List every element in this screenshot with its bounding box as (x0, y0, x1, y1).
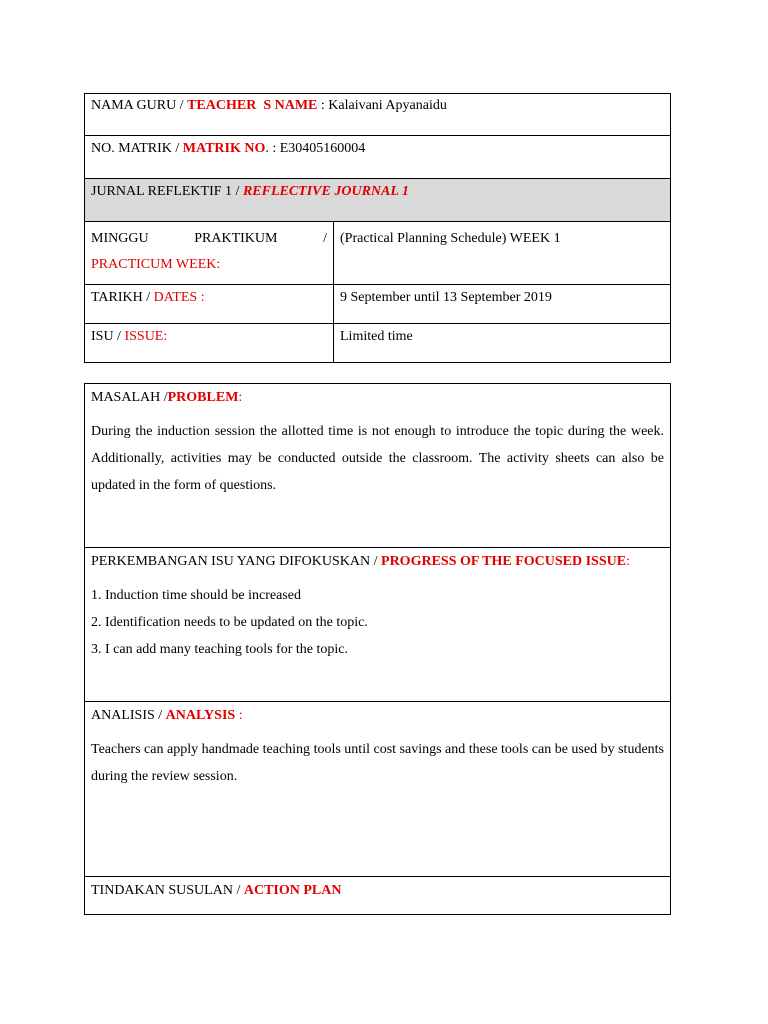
journal-label-my: JURNAL REFLEKTIF 1 / (91, 184, 240, 199)
analysis-cell (85, 702, 671, 877)
week-value-cell (334, 222, 671, 285)
progress-heading (91, 548, 664, 575)
dates-label-en: DATES : (153, 290, 205, 305)
progress-item: 2. Identification needs to be updated on the topic. (91, 615, 368, 630)
progress-label-my: PERKEMBANGAN ISU YANG DIFOKUSKAN / (91, 554, 378, 569)
progress-cell (85, 548, 671, 702)
problem-colon: : (238, 390, 243, 405)
week-label-word1: MINGGU (91, 231, 149, 246)
dates-value-cell (334, 285, 671, 324)
analysis-label-my: ANALISIS / (91, 708, 163, 723)
matrik-value: E30405160004 (279, 141, 366, 156)
progress-row (85, 548, 671, 702)
analysis-colon: : (238, 708, 243, 723)
teacher-name-label-my: NAMA GURU / (91, 98, 184, 113)
action-plan-row (85, 877, 671, 915)
dates-label-cell (85, 285, 334, 324)
analysis-heading (91, 702, 664, 729)
action-label-en: ACTION PLAN (243, 883, 342, 898)
matrik-cell (85, 136, 671, 179)
journal-title-cell (85, 179, 671, 222)
week-value: (Practical Planning Schedule) WEEK 1 (340, 231, 561, 246)
week-label-cell (85, 222, 334, 285)
analysis-row (85, 702, 671, 877)
progress-item: 1. Induction time should be increased (91, 588, 301, 603)
journal-label-en: REFLECTIVE JOURNAL 1 (242, 184, 409, 199)
problem-cell (85, 384, 671, 548)
teacher-name-row (85, 94, 671, 136)
action-plan-heading (91, 877, 664, 904)
matrik-row (85, 136, 671, 179)
week-label-en: PRACTICUM WEEK: (91, 257, 221, 272)
dates-label-my: TARIKH / (91, 290, 151, 305)
teacher-name-cell (85, 94, 671, 136)
problem-row (85, 384, 671, 548)
dates-row (85, 285, 671, 324)
analysis-label-en: ANALYSIS (165, 708, 236, 723)
teacher-name-label-en: TEACHER S NAME (187, 98, 318, 113)
progress-item: 3. I can add many teaching tools for the topic. (91, 642, 348, 657)
week-label-word2: PRAKTIKUM (194, 231, 278, 246)
matrik-label-en: MATRIK NO (182, 141, 266, 156)
action-label-my: TINDAKAN SUSULAN / (91, 883, 241, 898)
dates-value: 9 September until 13 September 2019 (340, 290, 552, 305)
info-table (84, 93, 671, 363)
issue-label-en: ISSUE: (124, 329, 168, 344)
problem-label-my: MASALAH / (91, 390, 168, 405)
issue-label-cell (85, 324, 334, 363)
journal-title-row (85, 179, 671, 222)
week-label-word3: / (323, 231, 327, 246)
teacher-name-separator: : (317, 98, 329, 113)
issue-value-cell (334, 324, 671, 363)
problem-label-en: PROBLEM (167, 390, 239, 405)
matrik-label-my: NO. MATRIK / (91, 141, 180, 156)
week-row (85, 222, 671, 285)
issue-value: Limited time (340, 329, 413, 344)
journal-table (84, 383, 671, 915)
progress-colon: : (626, 554, 630, 569)
problem-heading (91, 384, 664, 411)
teacher-name-value: Kalaivani Apyanaidu (328, 98, 447, 113)
week-label-line (91, 226, 327, 252)
issue-row (85, 324, 671, 363)
issue-label-my: ISU / (91, 329, 121, 344)
problem-text: During the induction session the allotted time is not enough to introduce the topic during the week. Additionally, activities may be conducted outside the classroom. The activity sheets can also be updated in the form of questions. (91, 424, 664, 493)
progress-label-en: PROGRESS OF THE FOCUSED ISSUE (381, 554, 627, 569)
analysis-text: Teachers can apply handmade teaching tools until cost savings and these tools can be used by students during the review session. (91, 742, 664, 784)
matrik-separator: . : (265, 141, 280, 156)
action-plan-cell (85, 877, 671, 915)
